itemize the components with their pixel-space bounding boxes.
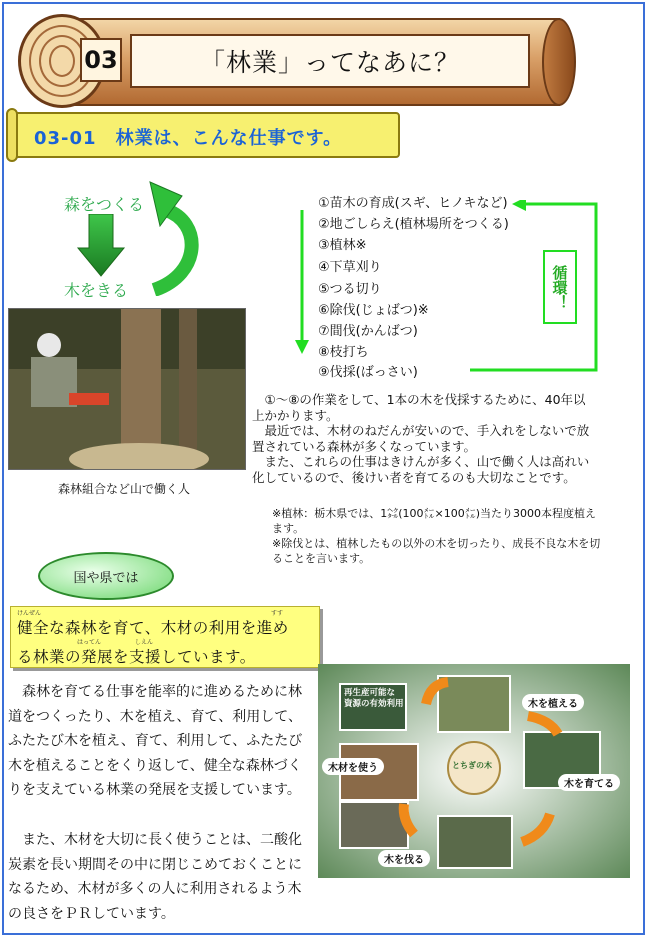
note: ※除伐とは、植林したもの以外の木を切ったり、成長不良な木を切ることを言います。 xyxy=(272,537,601,565)
worker-photo-illustration xyxy=(9,309,246,470)
highlight-box xyxy=(10,606,320,668)
explanation-paragraph: また、これらの仕事はきけんが多く、山で働く人は高れい化しているので、後けい者を育てるのも大切なことです。 xyxy=(252,454,590,485)
diagram-label: 木を育てる xyxy=(558,774,620,791)
bubble-text: 国や県では xyxy=(73,570,139,586)
list-item: ⑨伐採(ばっさい) xyxy=(318,365,418,380)
diagram-center-logo: とちぎの木 xyxy=(452,761,492,770)
furigana: すす xyxy=(271,610,284,617)
page-title: 「林業」ってなあに？ xyxy=(130,34,530,88)
list-item: ⑧枝打ち xyxy=(318,345,369,360)
list-item: ①苗木の育成(スギ、ヒノキなど) xyxy=(318,196,508,211)
cycle-bottom-label: 木をきる xyxy=(64,281,129,300)
speech-bubble xyxy=(38,552,174,600)
furigana: けんぜん xyxy=(17,610,42,617)
down-arrow-icon xyxy=(76,214,126,278)
photo-caption: 森林組合など山で働く人 xyxy=(58,482,191,496)
diagram-label: 木材を使う xyxy=(322,758,384,775)
body-paragraph: 森林を育てる仕事を能率的に進めるために林道をつくったり、木を植え、育て、利用して、ふたたび木を植え、育て、利用して、ふたたび木を植えることをくり返して、健全な森林づくりを支えている林業の発展を支援しています。 xyxy=(8,684,303,798)
diagram-label: 木を伐る xyxy=(378,850,430,867)
explanation-paragraph: 最近では、木材のねだんが安いので、手入れをしないで放置されている森林が多くなっています。 xyxy=(252,423,590,454)
diagram-label: 木を植える xyxy=(522,694,584,711)
furigana: はってん xyxy=(77,639,102,646)
furigana: しえん xyxy=(135,639,154,646)
body-paragraph: また、木材を大切に長く使うことは、二酸化炭素を長い期間その中に閉じこめておくことになるため、木材が多くの人に利用されるよう木の良さをＰＲしています。 xyxy=(8,832,302,922)
cycle-sign: 循環！ xyxy=(543,250,577,324)
note: ※植林：栃木県では、1㌶(100㍍×100㍍)当たり3000本程度植えます。 xyxy=(272,507,596,535)
explanation-paragraph: ①～⑧の作業をして、1本の木を伐採するために、40年以上かかります。 xyxy=(252,392,586,423)
list-item: ⑦間伐(かんばつ) xyxy=(318,324,418,339)
highlight-line: 健全な森林を育て、木材の利用を進め xyxy=(17,619,289,637)
diagram-title xyxy=(344,688,404,710)
worker-photo xyxy=(8,308,246,470)
forest-cycle-diagram xyxy=(318,664,630,878)
diagram-title-line: 再生産可能な xyxy=(344,688,396,698)
explanation xyxy=(252,392,594,485)
cycle-top-label: 森をつくる xyxy=(64,195,145,214)
notes xyxy=(272,506,602,566)
curved-arrow-icon xyxy=(140,178,200,296)
list-item: ③植林※ xyxy=(318,238,367,253)
list-item: ②地ごしらえ(植林場所をつくる) xyxy=(318,217,509,232)
list-item: ⑤つる切り xyxy=(318,282,382,297)
chapter-number: 03 xyxy=(80,38,122,82)
log-end-right xyxy=(542,18,576,106)
list-item: ④下草刈り xyxy=(318,260,382,275)
section-heading: 03-01 林業は、こんな仕事です。 xyxy=(34,128,343,149)
list-item: ⑥除伐(じょばつ)※ xyxy=(318,303,429,318)
diagram-title-line: 資源の有効利用 xyxy=(344,699,404,709)
highlight-line: る林業の発展を支援しています。 xyxy=(17,648,256,666)
scroll-roll xyxy=(6,108,18,162)
